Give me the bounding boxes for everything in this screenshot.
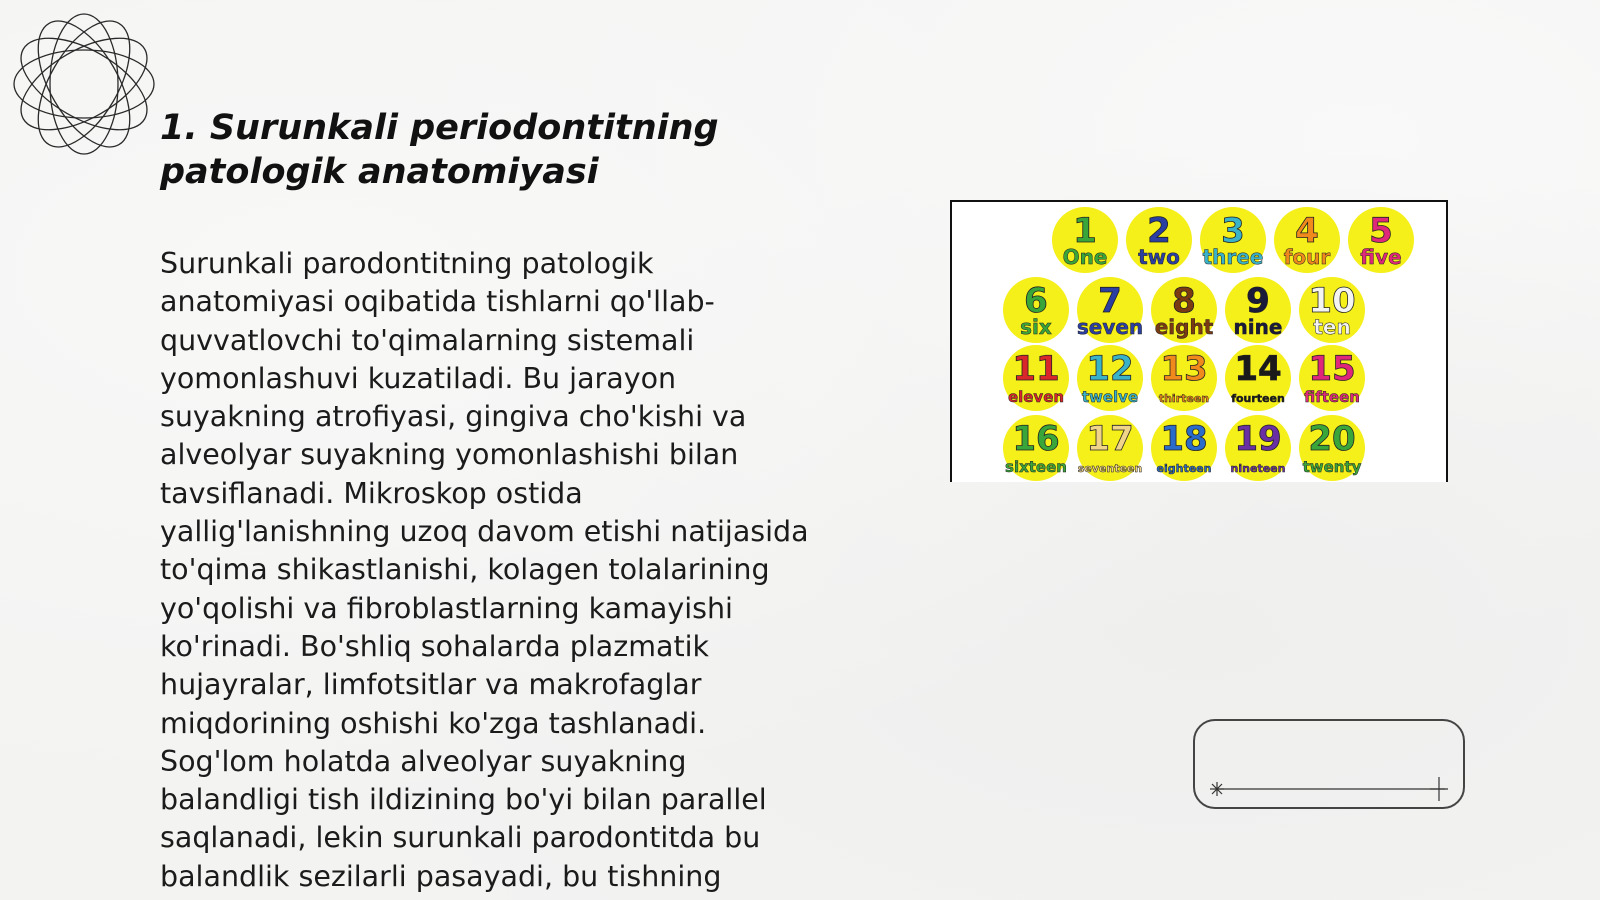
number-word: One [1062, 245, 1108, 269]
number-digit: 17 [1086, 419, 1134, 459]
number-tile-17 [1077, 415, 1143, 481]
number-digit: 4 [1295, 211, 1319, 251]
number-word: ten [1313, 315, 1351, 339]
number-word: thirteen [1158, 392, 1210, 405]
number-word: two [1138, 245, 1180, 269]
number-tile-5 [1348, 207, 1414, 273]
number-word: six [1020, 315, 1052, 339]
number-tile-3 [1200, 207, 1266, 273]
number-digit: 15 [1308, 349, 1356, 389]
number-tile-15 [1299, 345, 1365, 411]
decorative-rings-icon [10, 10, 158, 158]
number-word: four [1283, 245, 1331, 269]
number-word: nine [1233, 315, 1283, 339]
number-tile-8 [1151, 277, 1217, 343]
number-tile-1 [1052, 207, 1118, 273]
decorative-frame [1193, 719, 1465, 809]
number-digit: 16 [1012, 419, 1060, 459]
number-digit: 18 [1160, 419, 1208, 459]
slide-body-text: Surunkali parodontitning patologik anatomiyasi oqibatida tishlarni qo'llab- quvvatlovchi to'qimalarning sistemali yomonlashuvi kuzatiladi. Bu jarayon suyakning atrofiyasi, gingiva cho'kishi va alveolyar suyakning yomonlashishi bilan tavsiflanadi. Mikroskop ostida yallig'lanishning uzoq davom etishi natijasida to'qima shikastlanishi, kolagen tolalarining yo'qolishi va fibroblastlarning kamayishi ko'rinadi. Bo'shliq sohalarda plazmatik hujayralar, limfotsitlar va makrofaglar miqdorining oshishi ko'zga tashlanadi. Sog'lom holatda alveolyar suyakning balandligi tish ildizining bo'yi bilan parallel saqlanadi, lekin surunkali parodontitda bu balandlik sezilarli pasayadi, bu tishning [160, 247, 809, 893]
plus-cross-icon [1430, 777, 1448, 801]
number-tile-2 [1126, 207, 1192, 273]
number-digit: 20 [1308, 419, 1356, 459]
decorative-line [1195, 721, 1467, 811]
numbers-illustration [952, 202, 1448, 482]
number-digit: 14 [1234, 349, 1282, 389]
number-word: seven [1076, 315, 1144, 339]
number-tile-13 [1151, 345, 1217, 411]
number-digit: 3 [1221, 211, 1245, 251]
number-tile-12 [1077, 345, 1143, 411]
number-digit: 13 [1160, 349, 1208, 389]
number-word: eleven [1007, 388, 1065, 406]
number-word: eight [1154, 315, 1214, 339]
number-tile-11 [1003, 345, 1069, 411]
number-digit: 7 [1098, 281, 1122, 321]
number-digit: 5 [1369, 211, 1393, 251]
number-tile-19 [1225, 415, 1291, 481]
number-tile-20 [1299, 415, 1365, 481]
number-digit: 1 [1073, 211, 1097, 251]
number-word: seventeen [1077, 462, 1143, 475]
number-digit: 6 [1024, 281, 1048, 321]
slide-title: 1. Surunkali periodontitning patologik anatomiyasi [160, 108, 719, 192]
number-word: eighteen [1156, 462, 1212, 475]
number-digit: 2 [1147, 211, 1171, 251]
number-word: five [1360, 245, 1402, 269]
number-tile-6 [1003, 277, 1069, 343]
number-digit: 10 [1308, 281, 1356, 321]
number-word: twelve [1081, 388, 1139, 406]
number-digit: 19 [1234, 419, 1282, 459]
number-word: sixteen [1005, 458, 1067, 476]
number-tile-7 [1077, 277, 1143, 343]
sparkle-icon [1210, 782, 1224, 796]
numbers-image [950, 200, 1448, 482]
number-tile-9 [1225, 277, 1291, 343]
number-word: fifteen [1304, 388, 1360, 406]
number-word: fourteen [1231, 392, 1285, 405]
number-word: twenty [1302, 458, 1362, 476]
number-digit: 8 [1172, 281, 1196, 321]
number-tile-4 [1274, 207, 1340, 273]
number-word: nineteen [1230, 462, 1286, 475]
number-digit: 9 [1246, 281, 1270, 321]
number-digit: 12 [1086, 349, 1134, 389]
number-tile-18 [1151, 415, 1217, 481]
number-tile-14 [1225, 345, 1291, 411]
number-tile-16 [1003, 415, 1069, 481]
number-tile-10 [1299, 277, 1365, 343]
number-word: three [1202, 245, 1264, 269]
number-digit: 11 [1012, 349, 1060, 389]
